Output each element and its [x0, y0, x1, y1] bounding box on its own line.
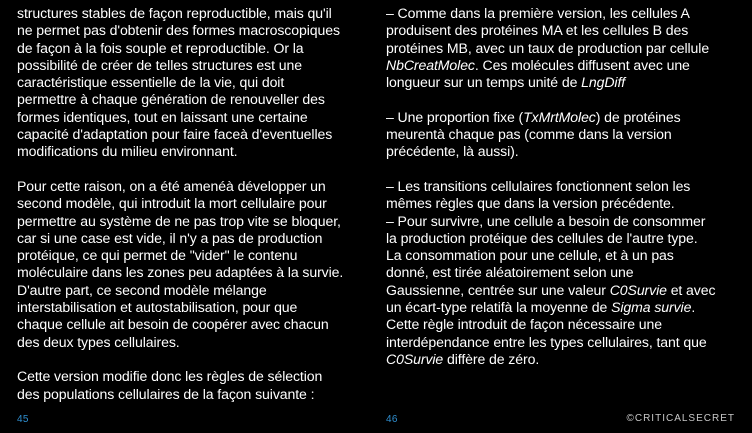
paragraph-rules-intro	[17, 368, 369, 403]
text-line: caractéristique essentielle de la vie, qui doit	[17, 74, 285, 91]
text-line: possibilité de créer de telles structures est une	[17, 56, 302, 73]
text-line: permettre au système de ne pas trop vite se bloquer,	[17, 212, 341, 229]
text-line: car si une case est vide, il n'y a pas de production	[17, 229, 323, 246]
brand-mark: ©CRITICALSECRET	[626, 413, 735, 424]
text-line	[386, 282, 748, 299]
text-line	[386, 109, 748, 126]
text-line: modifications du milieu environnant.	[17, 143, 238, 160]
text-line: de façon à la fois souple et reproductible. Or la	[17, 39, 304, 56]
text-fragment: un écart-type relatifà la moyenne de	[386, 299, 612, 316]
text-line: précédente, là aussi).	[386, 143, 519, 160]
text-fragment: .	[691, 299, 696, 316]
text-line: Cette règle introduit de façon nécessaire une	[386, 316, 662, 333]
left-column	[17, 5, 369, 403]
text-line: capacité d'adaptation pour faire faceà d'eventuelles	[17, 126, 333, 143]
text-line: second modèle, qui introduit la mort cellulaire pour	[17, 195, 327, 212]
text-line	[386, 57, 748, 74]
text-line: D'autre part, ce second modèle mélange	[17, 281, 267, 298]
rule-decay	[386, 109, 748, 161]
rule-transitions	[386, 178, 748, 213]
text-line: – Les transitions cellulaires fonctionnent selon les	[386, 177, 691, 194]
text-line: des deux types cellulaires.	[17, 333, 180, 350]
text-fragment: ) de protéines	[595, 108, 681, 125]
text-line: donné, est tirée aléatoirement selon une	[386, 264, 634, 281]
variable-name: NbCreatMolec	[386, 56, 475, 73]
rule-production	[386, 5, 748, 91]
text-line: moléculaire dans les zones peu adaptées à la survie.	[17, 264, 344, 281]
text-line: structures stables de façon reproductible, mais qu'il	[17, 5, 332, 21]
text-line: interstabilisation et autostabilisation, pour que	[17, 299, 298, 316]
page-number-right: 46	[386, 414, 398, 425]
text-fragment: longueur sur un temps unité de	[386, 74, 582, 91]
text-line: protéines MB, avec un taux de production par cellule	[386, 39, 710, 56]
text-fragment: – Une proportion fixe (	[386, 108, 524, 125]
variable-name: C0Survie	[609, 281, 667, 298]
text-line: Pour cette raison, on a été amenéà développer un	[17, 177, 326, 194]
text-line	[386, 74, 748, 91]
text-line: La consommation pour une cellule, et à un pas	[386, 247, 674, 264]
text-line: chaque cellule ait besoin de coopérer avec chacun	[17, 316, 329, 333]
paragraph-intro	[17, 5, 369, 161]
text-line: Cette version modifie donc les règles de sélection	[17, 368, 323, 385]
text-line: interdépendance entre les types cellulaires, tant que	[386, 333, 707, 350]
text-line: produisent des protéines MA et les cellules B des	[386, 22, 689, 39]
text-line: – Pour survivre, une cellule a besoin de consommer	[386, 212, 706, 229]
text-line: protéique, ce qui permet de "vider" le contenu	[17, 247, 298, 264]
text-line: formes identiques, tout en laissant une certaine	[17, 108, 308, 125]
variable-name: C0Survie	[386, 350, 444, 367]
variable-name: Sigma survie	[611, 299, 692, 316]
text-line	[386, 351, 748, 368]
paragraph-second-model	[17, 178, 369, 351]
text-line: permettre à chaque génération de renouveller des	[17, 91, 325, 108]
text-line: meurentà chaque pas (comme dans la version	[386, 126, 672, 143]
page-number-left: 45	[17, 414, 29, 425]
right-column	[386, 5, 748, 368]
variable-name: TxMrtMolec	[523, 108, 596, 125]
text-line: mêmes règles que dans la version précédente.	[386, 195, 675, 212]
text-fragment: Gaussienne, centrée sur une valeur	[386, 281, 610, 298]
text-fragment: et avec	[666, 281, 716, 298]
text-line: – Comme dans la première version, les cellules A	[386, 5, 690, 21]
text-fragment: . Ces molécules diffusent avec une	[474, 56, 690, 73]
variable-name: LngDiff	[581, 74, 626, 91]
text-line: ne permet pas d'obtenir des formes macroscopiques	[17, 22, 340, 39]
text-line: la production protéique des cellules de l'autre type.	[386, 229, 698, 246]
text-line: des populations cellulaires de la façon suivante :	[17, 385, 315, 402]
text-fragment: diffère de zéro.	[443, 350, 540, 367]
rule-survival	[386, 213, 748, 369]
text-line	[386, 299, 748, 316]
